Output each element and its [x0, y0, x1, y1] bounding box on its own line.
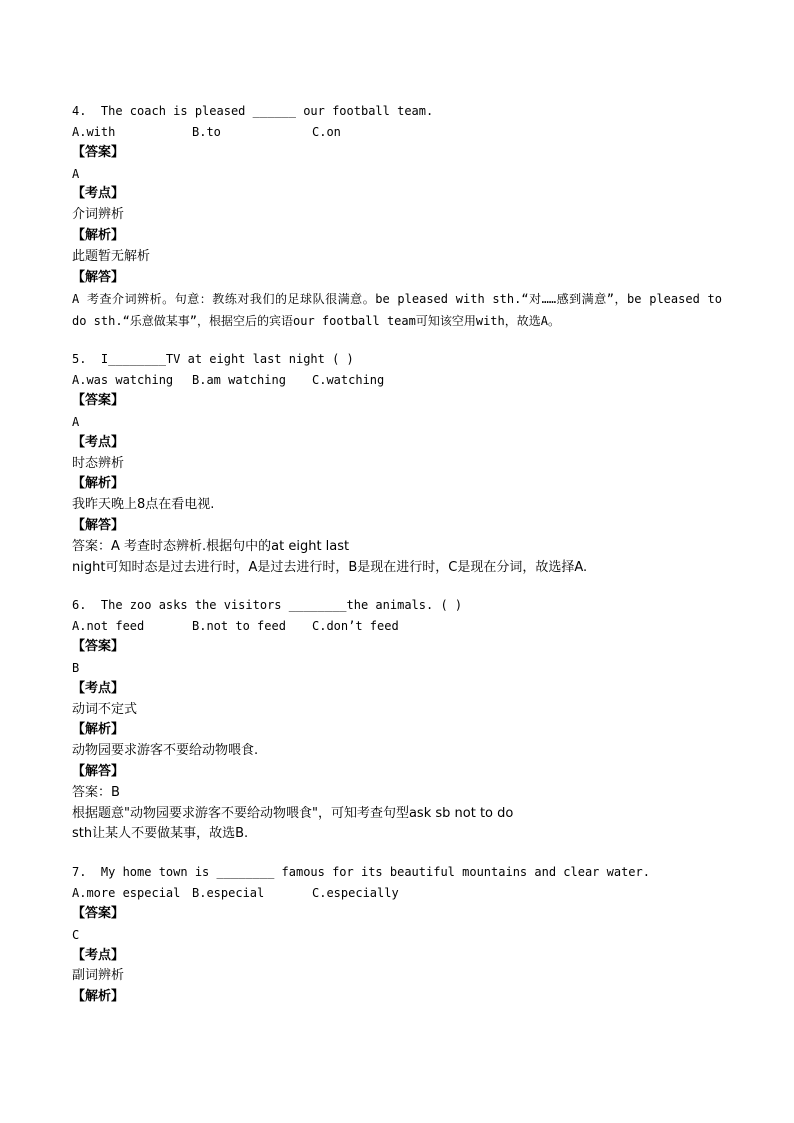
question-stem: 4. The coach is pleased ______ our football team.: [72, 104, 434, 118]
solution-line-1: 答案：A 考查时态辨析.根据句中的at eight last: [72, 538, 350, 554]
answer-heading: 【答案】: [72, 905, 125, 921]
solution-text: A 考查介词辨析。句意：教练对我们的足球队很满意。be pleased with sth.“对……感到满意”，be pleased to do sth.“乐意做某事”，根据空后的宾语our football team可知该空用with，故选A。: [72, 292, 722, 329]
question-6: [72, 594, 722, 845]
analysis-heading: 【解析】: [72, 989, 125, 1005]
option-c: C.on: [312, 125, 341, 139]
answer-value: A: [72, 166, 80, 181]
point-value: 动词不定式: [72, 701, 138, 717]
question-4: [72, 100, 722, 332]
option-b: B.not to feed: [192, 619, 286, 634]
analysis-value: 此题暂无解析: [72, 248, 151, 264]
analysis-value: 动物园要求游客不要给动物喂食.: [72, 743, 259, 759]
point-heading: 【考点】: [72, 947, 125, 963]
option-c: C.especially: [312, 886, 399, 901]
solution-line-2: night可知时态是过去进行时，A是过去进行时，B是现在进行时，C是现在分词，故选择A.: [72, 559, 588, 575]
solution-heading: 【解答】: [72, 269, 125, 285]
option-a: A.with: [72, 125, 116, 139]
question-stem: 5. I________TV at eight last night ( ): [72, 352, 354, 367]
solution-line-1: 答案：B: [72, 784, 120, 800]
analysis-heading: 【解析】: [72, 227, 125, 243]
answer-heading: 【答案】: [72, 144, 125, 160]
option-a: A.not feed: [72, 619, 145, 634]
option-b: B.to: [192, 125, 221, 139]
point-value: 副词辨析: [72, 968, 125, 984]
answer-value: A: [72, 414, 80, 429]
option-c: C.watching: [312, 373, 385, 388]
answer-heading: 【答案】: [72, 639, 125, 655]
analysis-heading: 【解析】: [72, 722, 125, 738]
options-row: [72, 370, 722, 391]
question-7: [72, 861, 722, 1008]
option-a: A.more especial: [72, 886, 181, 901]
options-row: [72, 122, 722, 143]
question-stem: 7. My home town is ________ famous for its beautiful mountains and clear water.: [72, 865, 650, 880]
options-row: [72, 883, 722, 904]
option-b: B.especial: [192, 886, 265, 901]
analysis-value: 我昨天晚上8点在看电视.: [72, 497, 215, 513]
answer-heading: 【答案】: [72, 393, 125, 409]
solution-heading: 【解答】: [72, 517, 125, 533]
option-b: B.am watching: [192, 373, 286, 388]
option-c: C.don’t feed: [312, 619, 399, 634]
solution-heading: 【解答】: [72, 763, 125, 779]
point-value: 介词辨析: [72, 207, 125, 223]
solution-line-3: sth让某人不要做某事，故选B.: [72, 826, 249, 842]
question-5: [72, 348, 722, 578]
point-heading: 【考点】: [72, 680, 125, 696]
options-row: [72, 616, 722, 637]
answer-value: B: [72, 660, 80, 675]
point-heading: 【考点】: [72, 434, 125, 450]
analysis-heading: 【解析】: [72, 476, 125, 492]
point-heading: 【考点】: [72, 186, 125, 202]
solution-line-2: 根据题意"动物园要求游客不要给动物喂食"，可知考查句型ask sb not to do: [72, 805, 514, 821]
answer-value: C: [72, 927, 80, 942]
option-a: A.was watching: [72, 373, 174, 388]
point-value: 时态辨析: [72, 455, 125, 471]
document-page: [72, 100, 722, 1024]
question-stem: 6. The zoo asks the visitors ________the animals. ( ): [72, 598, 463, 613]
